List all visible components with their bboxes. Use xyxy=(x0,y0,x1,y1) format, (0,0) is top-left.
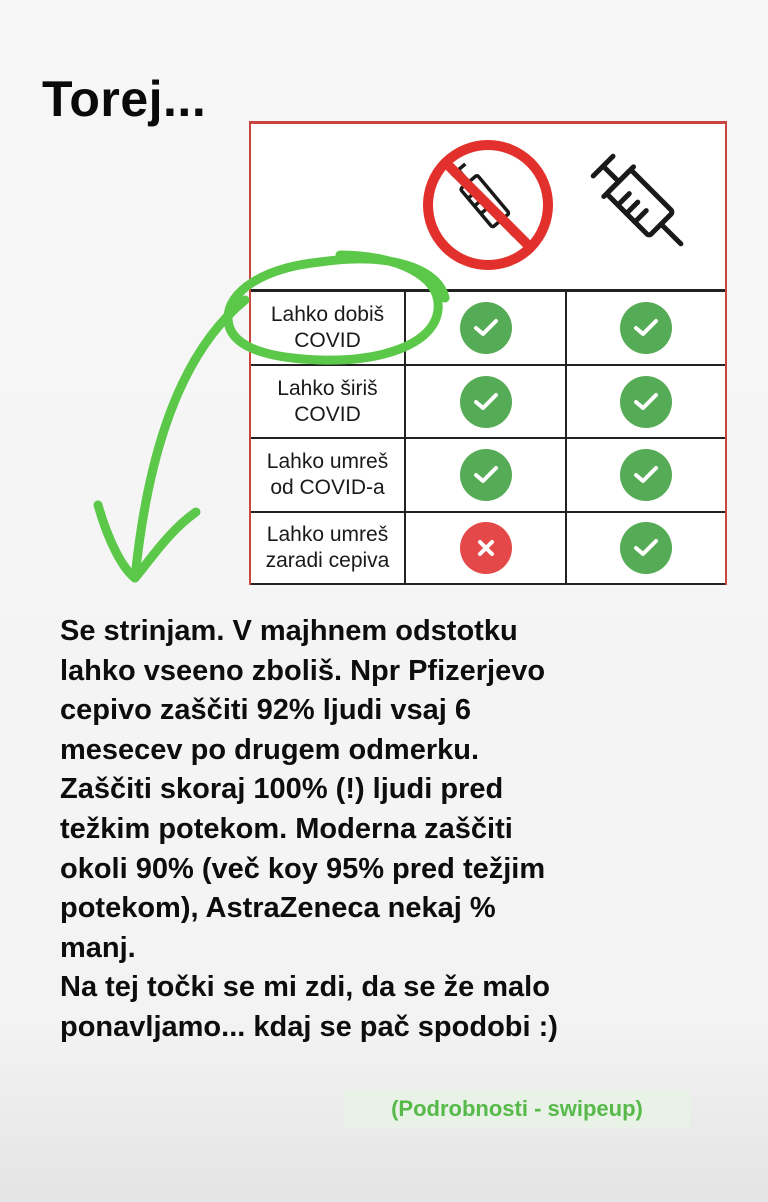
story-title: Torej... xyxy=(42,71,207,127)
row-label: Lahko umreš zaradi cepiva xyxy=(251,513,406,585)
row-label: Lahko širiš COVID xyxy=(251,366,406,439)
cross-icon xyxy=(460,522,512,574)
check-icon xyxy=(460,449,512,501)
comment-text: Se strinjam. V majhnem odstotku lahko vseeno zboliš. Npr Pfizerjevo cepivo zaščiti 92% ljudi vsaj 6 mesecev po drugem odmerku. Zaščiti skoraj 100% (!) ljudi pred težkim potekom. Moderna zaščiti okoli 90% (več koy 95% pred težjim potekom), AstraZeneca nekaj % manj. Na tej točki se mi zdi, da se že malo ponavljamo... kdaj se pač spodobi :) xyxy=(60,615,558,1043)
check-icon xyxy=(620,376,672,428)
check-icon xyxy=(460,302,512,354)
check-icon xyxy=(620,522,672,574)
swipe-up-link[interactable]: (Podrobnosti - swipeup) xyxy=(344,1090,690,1128)
check-icon xyxy=(620,302,672,354)
check-icon xyxy=(620,449,672,501)
syringe-icon xyxy=(581,144,703,266)
no-vaccine-icon xyxy=(419,135,557,275)
comparison-table xyxy=(251,289,725,585)
row-label: Lahko umreš od COVID-a xyxy=(251,439,406,513)
check-icon xyxy=(460,376,512,428)
vaccine-comparison-chart xyxy=(249,121,727,585)
row-label: Lahko dobiš COVID xyxy=(251,292,406,366)
